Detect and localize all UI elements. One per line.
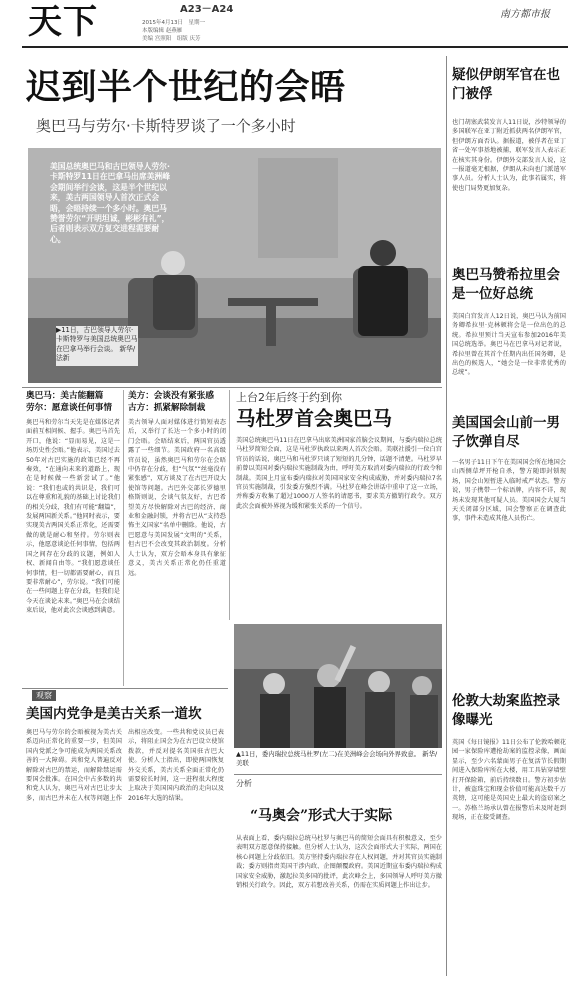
editor-line: 本版编辑 赵燕雁 — [142, 28, 183, 34]
lead-photo-overlay-text: 美国总统奥巴马和古巴领导人劳尔·卡斯特罗11日在巴拿马出席美洲峰会期间举行会谈，这是半个世纪以来，美古两国领导人首次正式会晤，会晤持续一个多小时。奥巴马赞誉劳尔“开明坦诚，彬彬有礼”，后者则表示双方复交进程需要耐心。 — [50, 162, 170, 244]
lead-subheadline: 奥巴马与劳尔·卡斯特罗谈了一个多小时 — [36, 117, 296, 135]
right-story-2-body: 美国白宫发言人12日说，奥巴马认为前国务卿希拉里·克林顿将会是一位出色的总统。希拉里预计当天宣布参加2016年美国总统选举。奥巴马在巴拿马对记者说，希拉里曾在其首个任期内出任国务卿，是出色的候选人，“她会是一位非常优秀的总统”。 — [452, 313, 566, 377]
right-story-4-body: 英国《每日镜报》11日公布了伦敦哈顿花园一家保险库遭抢劫案的监控录像，画面显示，至少六名蒙面男子在复活节长假期间进入保险库所在大楼，用工具钻穿墙壁打开保险箱，前后持续数日。警方初步估计，被盗珠宝和现金价值可能高达数千万英镑，这可能是英国史上最大的盗窃案之一。苏格兰场承认曾在报警后未及时赶到现场，正在接受调查。 — [452, 739, 566, 822]
masthead-rule — [22, 46, 568, 48]
story-1-subheadline: 劳尔：愿意谈任何事情 — [26, 403, 112, 413]
sidebar-divider — [446, 56, 447, 976]
col-divider-1 — [123, 390, 124, 686]
story-2-body: 美古领导人面对媒体进行简短表态后，又举行了长达一个多小时的闭门会晤。会晤结束后，两国官员透露了一些细节。美国政府一名高级官员说，虽然奥巴马和劳尔在会晤中仍存在分歧，但“气氛”“丝毫没有紧张感”，双方谈及了在古巴开设大使馆等问题。古巴外交部长罗德里格斯则说，会谈气氛友好，古巴希望美方尽快解除对古巴的经济、商业和金融封锁，并将古巴从“支持恐怖主义国家”名单中删除。他说，古巴愿意与美国发展“文明的”关系，但古巴不会改变其政治制度。分析人士认为，双方会晤本身具有象征意义，美古关系正常化仍任重道远。 — [128, 419, 226, 577]
analysis-body: 从表面上看，委内瑞拉总统马杜罗与奥巴马的简短会面具有积极意义，至少表明双方愿意保持接触。但分析人士认为，这次会面形式大于实际，两国在核心问题上分歧依旧。美方坚持委内瑞拉存在人权问题，并对其官员实施制裁；委方则指责美国干涉内政、企图颠覆政府。美国近期宣布委内瑞拉构成国家安全威胁，激起拉美多国的批评，此次峰会上，多国领导人呼吁美方撤销相关行政令。因此，双方若想改善关系，仍需在实质问题上作出让步。 — [236, 835, 442, 890]
newspaper-logo: 南方都市报 — [500, 9, 550, 20]
row-rule — [22, 387, 442, 388]
section-title: 天下 — [28, 2, 98, 42]
story-1-headline: 奥巴马：美古能翻篇 — [26, 391, 104, 401]
analysis-rule — [234, 774, 442, 775]
story-3-headline: 马杜罗首会奥巴马 — [236, 407, 393, 430]
maduro-photo — [234, 624, 442, 748]
right-story-3-body: 一名男子11日下午在美国国会所在地国会山西侧草坪开枪自杀，警方随即封锁现场，国会山短暂进入临时戒严状态。警方说，男子携带一个标语牌，内容不详，现场未发现其他可疑人员。美国国会大厦当天关闭部分区域，国会警察正在调查此事，事件未造成其他人员伤亡。 — [452, 459, 566, 523]
lead-headline: 迟到半个世纪的会晤 — [26, 67, 346, 108]
right-story-2-headline: 奥巴马赞希拉里会是一位好总统 — [452, 267, 560, 302]
page-numbers: A23－A24 — [180, 4, 234, 15]
lead-photo-caption: ▶11日，古巴领导人劳尔·卡斯特罗与美国总统奥巴马在巴拿马举行会谈。 新华/法新 — [56, 326, 138, 366]
story-2-subheadline: 古方：抓紧解除制裁 — [128, 403, 206, 413]
col-divider-2 — [229, 390, 230, 620]
story-3-kicker: 上台2年后终于约到你 — [236, 391, 342, 404]
maduro-photo-graphic — [234, 624, 442, 748]
bottom-left-kicker: 观察 — [32, 690, 56, 701]
design-line: 美编 宫照阳 组版 庆芳 — [142, 36, 201, 42]
bottom-left-headline: 美国内党争是美古关系一道坎 — [26, 706, 202, 722]
bottom-left-rule — [22, 688, 228, 689]
analysis-headline: “马奥会”形式大于实际 — [250, 808, 393, 824]
right-story-3-headline: 美国国会山前一男子饮弹自尽 — [452, 415, 560, 450]
analysis-kicker: 分析 — [236, 779, 252, 788]
story-3-body: 美国总统奥巴马11日在巴拿马出席美洲国家首脑会议期间，与委内瑞拉总统马杜罗简短会面，这是马杜罗执政以来两人首次会晤。美联社援引一位白宫官员的话说，奥巴马和马杜罗只谈了短短的几分钟，话题不清楚。马杜罗早前曾以美国对委内瑞拉实施制裁为由，呼吁美方取消对委内瑞拉的行政令和制裁。美国上月宣布委内瑞拉对美国国家安全构成威胁，并对委内瑞拉7名官员实施制裁，引发委方强烈不满。马杜罗在峰会讲话中重申了这一立场，并称委方收集了超过1000万人签名的请愿书，要求美方撤销行政令。双方此次会面被外界视为缓和紧张关系的一个信号。 — [236, 437, 442, 510]
story-1-body: 奥巴马和劳尔当天先是在媒体记者面前互相问候、握手。奥巴马首先开口，他说：“显而易见，这是一场历史性会晤。”他表示，美国过去50年对古巴实施的政策已经不再奏效，“在通向未来的道路上，现在是时候做一些新尝试了。”他说：“我们也或的共识是，我们可以在尊重和礼貌的基础上讨论我们的相关分歧，我们有可能“翻篇”，发展两国新关系。”他同时表示，要实现美古两国关系正常化，还需要做的就是耐心和坚持。劳尔则表示，他愿意谈论任何事情，包括两国之间存在分歧的议题，例如人权、新闻自由等。“我们愿意谈任何事情，但一切都需要耐心，而且要非常耐心”，劳尔说。“我们可能在一些问题上存在分歧，但我们是今天在谈论未来。”奥巴马在会谈结束后说，他对此次会谈感到满意。 — [26, 419, 120, 615]
maduro-photo-caption: ▲11日，委内瑞拉总统马杜罗(左二)在美洲峰会会场向外界致意。 新华/美联 — [236, 750, 438, 767]
story-2-headline: 美方：会谈没有紧张感 — [128, 391, 214, 401]
right-story-1-body: 也门胡塞武装发言人11日说，沙特领导的多国联军在亚丁附近抓获两名伊朗军官，但伊朗方面否认。据报道，被俘者在亚丁省一处军事基地被捕，联军发言人表示正在核实其身份。伊朗外交部发言人说，这一报道毫无根据，伊朗从未向也门派遣军事人员。分析人士认为，此事若属实，将使也门局势更加复杂。 — [452, 119, 566, 192]
right-story-4-headline: 伦敦大劫案监控录像曝光 — [452, 693, 560, 728]
right-story-1-headline: 疑似伊朗军官在也门被俘 — [452, 67, 560, 102]
bottom-left-body: 奥巴马与劳尔的会晤被视为美古关系迈向正常化的重要一步，但美国国内党派之争可能成为两国关系改善的一大障碍。共和党人普遍反对解除对古巴的禁运，而解除禁运需要国会批准。在国会中占多数的共和党人认为，奥巴马对古巴让步太多，而古巴并未在人权等问题上作出相应改变。一些共和党议员已表示，将阻止国会为在古巴设立使馆拨款，并反对提名美国驻古巴大使。分析人士指出，即使两国恢复外交关系，美古关系全面正常化仍需要较长时间，这一进程很大程度上取决于美国国内政治的走向以及2016年大选的结果。 — [26, 729, 224, 802]
date-line: 2015年4月13日 星期一 — [142, 20, 205, 26]
